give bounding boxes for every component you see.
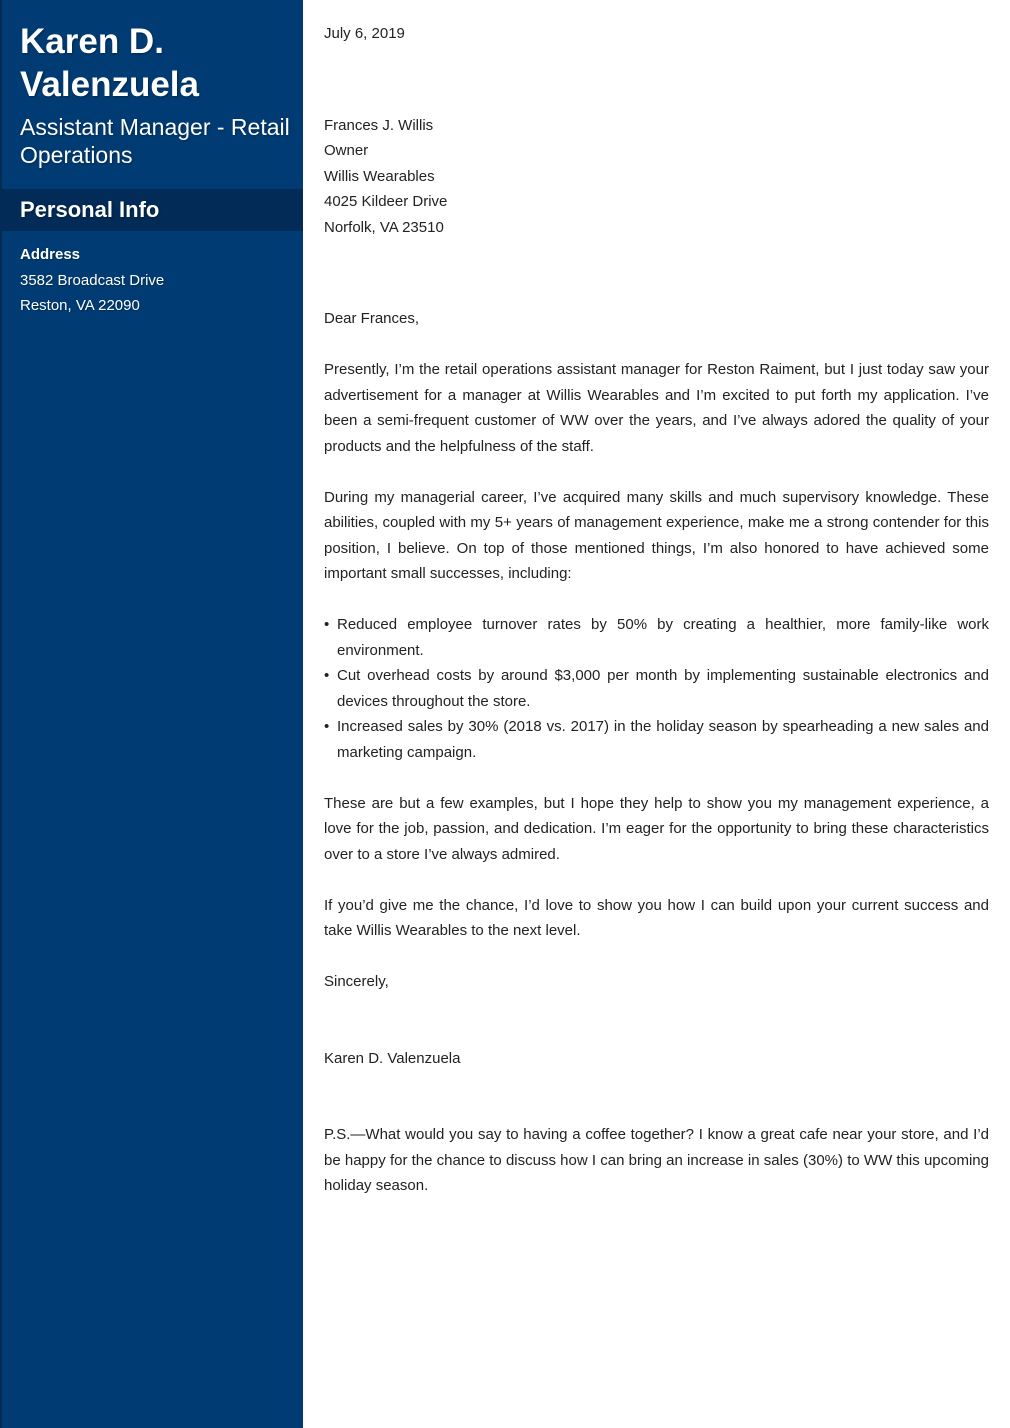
applicant-name: Karen D. Valenzuela bbox=[20, 22, 199, 104]
address-label: Address bbox=[20, 246, 81, 263]
address-block bbox=[20, 242, 290, 319]
address-line-1: 3582 Broadcast Drive bbox=[20, 271, 165, 289]
body-paragraph: These are but a few examples, but I hope they help to show you my management experience, a love for the job, passion, and dedication. I’m eager for the opportunity to bring these characteristics over to a store I’ve always admired. bbox=[324, 794, 989, 863]
achievement-item: • Cut overhead costs by around $3,000 per month by implementing sustainable electronics and devices throughout the store. bbox=[324, 663, 989, 714]
body-paragraph: Presently, I’m the retail operations assistant manager for Reston Raiment, but I just today saw your advertisement for a manager at Willis Wearables and I’m excited to put forth my application. I’ve been a semi-frequent customer of WW over the years, and I’ve always adored the quality of your products and the helpfulness of the staff. bbox=[324, 361, 989, 455]
personal-info-header bbox=[0, 189, 303, 231]
recipient-name: Frances J. Willis bbox=[324, 116, 434, 134]
letter-date: July 6, 2019 bbox=[324, 25, 405, 42]
postscript: P.S.—What would you say to having a coffee together? I know a great cafe near your store, and I’d be happy for the chance to discuss how I can bring an increase in sales (30%) to WW this upcoming holiday season. bbox=[324, 1126, 989, 1194]
personal-info-heading: Personal Info bbox=[20, 197, 160, 222]
recipient-street: 4025 Kildeer Drive bbox=[324, 193, 448, 210]
sidebar bbox=[0, 0, 303, 1428]
closing: Sincerely, bbox=[324, 973, 389, 990]
recipient-title: Owner bbox=[324, 142, 369, 159]
salutation: Dear Frances, bbox=[324, 310, 420, 327]
recipient-city: Norfolk, VA 23510 bbox=[324, 218, 444, 236]
body-paragraph: If you’d give me the chance, I’d love to show you how I can build upon your current success and take Willis Wearables to the next level. bbox=[324, 896, 989, 939]
achievement-item: • Increased sales by 30% (2018 vs. 2017) in the holiday season by spearheading a new sales and marketing campaign. bbox=[324, 714, 989, 765]
body-paragraph: During my managerial career, I’ve acquired many skills and much supervisory knowledge. These abilities, coupled with my 5+ years of management experience, make me a strong contender for this position, I believe. On top of those mentioned things, I’m also honored to have achieved some important small successes, including: bbox=[324, 488, 989, 582]
letter-body bbox=[324, 21, 989, 1199]
address-line-2: Reston, VA 22090 bbox=[20, 297, 140, 314]
applicant-job-title: Assistant Manager - Retail Operations bbox=[20, 114, 290, 168]
signature-name: Karen D. Valenzuela bbox=[324, 1049, 461, 1067]
achievement-item: • Reduced employee turnover rates by 50% by creating a healthier, more family-like work environment. bbox=[324, 612, 989, 663]
recipient-company: Willis Wearables bbox=[324, 167, 435, 185]
recipient-block bbox=[324, 113, 989, 241]
achievements-list bbox=[324, 612, 989, 765]
